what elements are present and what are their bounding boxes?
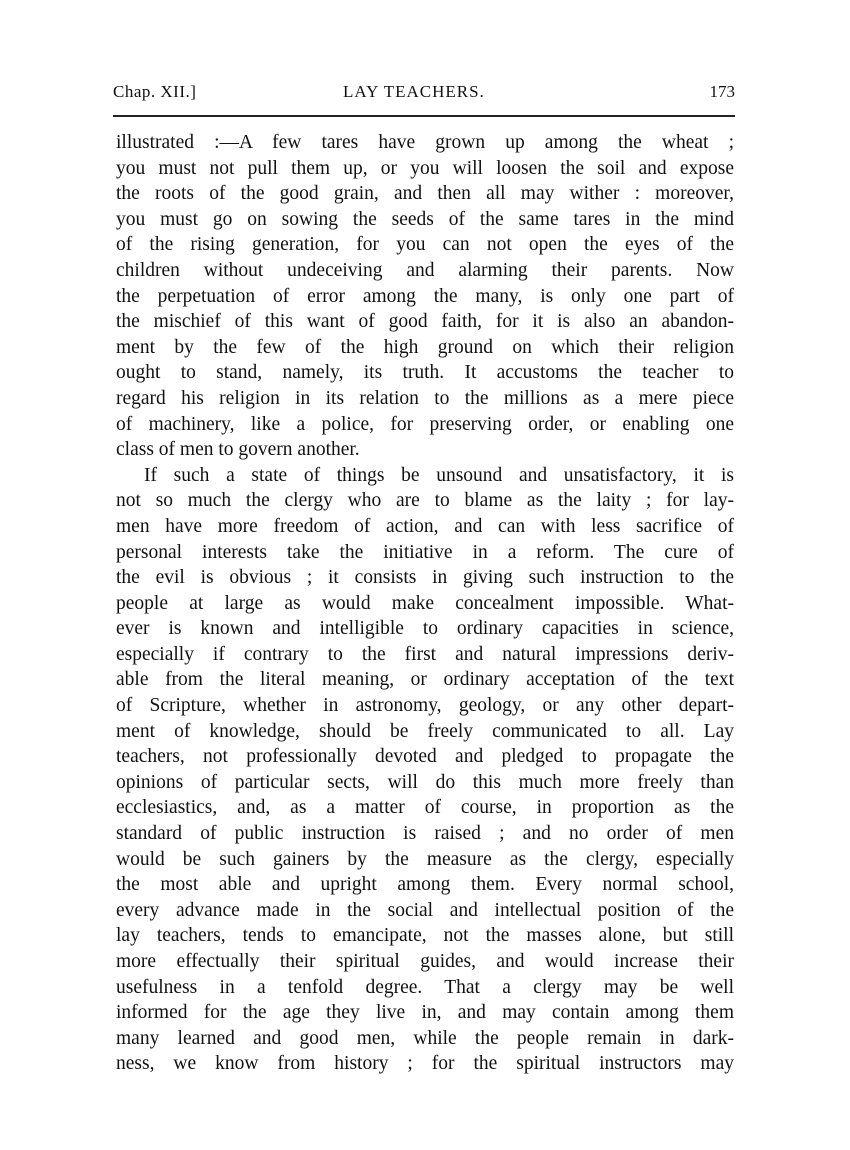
text-line: you must go on sowing the seeds of the same tares in the mind [116,208,734,230]
text-line: the roots of the good grain, and then all may wither : moreover, [116,183,734,205]
text-line: people at large as would make concealment impossible. What- [116,592,734,614]
text-line: especially if contrary to the first and natural impressions deriv- [116,643,734,665]
text-line: teachers, not professionally devoted and pledged to propagate the [116,746,734,768]
chapter-label: Chap. XII.] [113,82,197,101]
text-line: usefulness in a tenfold degree. That a clergy may be well [116,976,734,998]
text-line: of machinery, like a police, for preserving order, or enabling one [116,413,734,435]
text-line: children without undeceiving and alarming their parents. Now [116,259,734,281]
text-line: every advance made in the social and intellectual position of the [116,899,734,921]
body-text [116,130,734,1077]
text-line: ment of knowledge, should be freely communicated to all. Lay [116,720,734,742]
text-line: would be such gainers by the measure as the clergy, especially [116,848,734,870]
text-line: standard of public instruction is raised ; and no order of men [116,823,734,845]
text-line: the evil is obvious ; it consists in giving such instruction to the [116,567,734,589]
text-line: men have more freedom of action, and can with less sacrifice of [116,515,734,537]
running-title: LAY TEACHERS. [343,82,485,101]
text-line: able from the literal meaning, or ordinary acceptation of the text [116,669,734,691]
text-line: ought to stand, namely, its truth. It accustoms the teacher to [116,362,734,384]
text-line: ness, we know from history ; for the spiritual instructors may [116,1053,734,1075]
text-line: of the rising generation, for you can not open the eyes of the [116,234,734,256]
text-line: the mischief of this want of good faith, for it is also an abandon- [116,311,734,333]
text-line: the most able and upright among them. Every normal school, [116,874,734,896]
paragraph-start-line: If such a state of things be unsound and unsatisfactory, it is [144,464,734,486]
text-line: ment by the few of the high ground on which their religion [116,336,734,358]
text-line: personal interests take the initiative in a reform. The cure of [116,541,734,563]
text-line: illustrated :—A few tares have grown up among the wheat ; [116,132,734,153]
text-line: of Scripture, whether in astronomy, geology, or any other depart- [116,695,734,717]
text-line: ecclesiastics, and, as a matter of course, in proportion as the [116,797,734,819]
text-line: opinions of particular sects, will do this much more freely than [116,771,734,793]
running-head [113,80,735,104]
header-rule [113,115,735,117]
page-number: 173 [709,82,735,101]
text-line: ever is known and intelligible to ordinary capacities in science, [116,618,734,640]
text-line: lay teachers, tends to emancipate, not the masses alone, but still [116,925,734,947]
text-line: more effectually their spiritual guides, and would increase their [116,951,734,972]
text-line: you must not pull them up, or you will loosen the soil and expose [116,157,734,179]
text-line: regard his religion in its relation to the millions as a mere piece [116,387,734,409]
text-line: not so much the clergy who are to blame as the laity ; for lay- [116,490,734,512]
text-line: many learned and good men, while the people remain in dark- [116,1027,734,1049]
paragraph-end-line: class of men to govern another. [116,439,360,461]
text-line: informed for the age they live in, and may contain among them [116,1002,734,1024]
text-line: the perpetuation of error among the many, is only one part of [116,285,734,307]
